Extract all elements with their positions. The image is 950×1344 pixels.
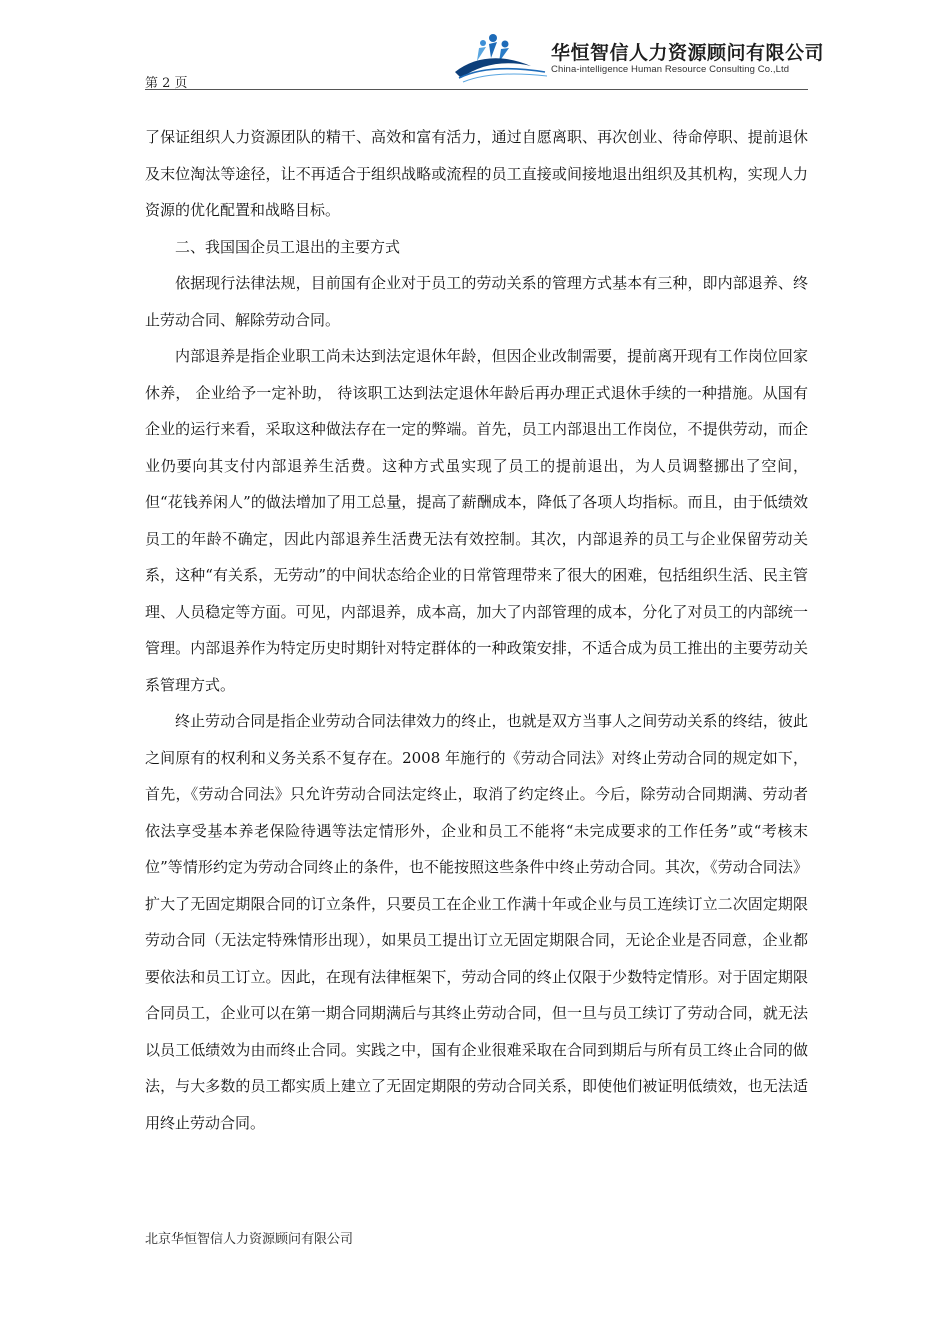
page-header: [145, 28, 825, 91]
header-divider: [145, 89, 808, 90]
logo-chinese-name: 华恒智信人力资源顾问有限公司: [551, 42, 825, 64]
paragraph-internal-retirement: 内部退养是指企业职工尚未达到法定退休年龄，但因企业改制需要，提前离开现有工作岗位回家休养， 企业给予一定补助， 待该职工达到法定退休年龄后再办理正式退休手续的一种措施。从国有企业的运行来看，采取这种做法存在一定的弊端。首先，员工内部退出工作岗位，不提供劳动，而企业仍要向其支付内部退养生活费。这种方式虽实现了员工的提前退出，为人员调整挪出了空间，但“花钱养闲人”的做法增加了用工总量，提高了薪酬成本，降低了各项人均指标。而且，由于低绩效员工的年龄不确定，因此内部退养生活费无法有效控制。其次，内部退养的员工与企业保留劳动关系，这种“有关系，无劳动”的中间状态给企业的日常管理带来了很大的困难，包括组织生活、民主管理、人员稳定等方面。可见，内部退养，成本高，加大了内部管理的成本，分化了对员工的内部统一管理。内部退养作为特定历史时期针对特定群体的一种政策安排，不适合成为员工推出的主要劳动关系管理方式。: [145, 347, 808, 694]
page-footer: 北京华恒智信人力资源顾问有限公司: [145, 1232, 354, 1247]
logo-english-name: China-intelligence Human Resource Consulting Co.,Ltd: [551, 64, 790, 75]
paragraph-intro-continued: 了保证组织人力资源团队的精干、高效和富有活力，通过自愿离职、再次创业、待命停职、提前退休及末位淘汰等途径，让不再适合于组织战略或流程的员工直接或间接地退出组织及其机构，实现人力资源的优化配置和战略目标。: [145, 128, 808, 219]
page-number: 第 2 页: [145, 76, 188, 91]
section-heading: 二、我国国企员工退出的主要方式: [175, 237, 401, 256]
document-body: [145, 119, 808, 1141]
company-logo-icon: [453, 28, 549, 86]
company-logo: [453, 28, 825, 86]
paragraph-methods-overview: 依据现行法律法规，目前国有企业对于员工的劳动关系的管理方式基本有三种，即内部退养、终止劳动合同、解除劳动合同。: [145, 274, 808, 329]
paragraph-contract-termination: 终止劳动合同是指企业劳动合同法律效力的终止，也就是双方当事人之间劳动关系的终结，彼此之间原有的权利和义务关系不复存在。2008 年施行的《劳动合同法》对终止劳动合同的规定如下，首先，《劳动合同法》只允许劳动合同法定终止，取消了约定终止。今后，除劳动合同期满、劳动者依法享受基本养老保险待遇等法定情形外，企业和员工不能将“未完成要求的工作任务”或“考核末位”等情形约定为劳动合同终止的条件，也不能按照这些条件中终止劳动合同。其次，《劳动合同法》扩大了无固定期限合同的订立条件，只要员工在企业工作满十年或企业与员工连续订立二次固定期限劳动合同（无法定特殊情形出现），如果员工提出订立无固定期限合同，无论企业是否同意，企业都要依法和员工订立。因此，在现有法律框架下，劳动合同的终止仅限于少数特定情形。对于固定期限合同员工，企业可以在第一期合同期满后与其终止劳动合同，但一旦与员工续订了劳动合同，就无法以员工低绩效为由而终止合同。实践之中，国有企业很难采取在合同到期后与所有员工终止合同的做法，与大多数的员工都实质上建立了无固定期限的劳动合同关系，即使他们被证明低绩效，也无法适用终止劳动合同。: [145, 712, 808, 1132]
